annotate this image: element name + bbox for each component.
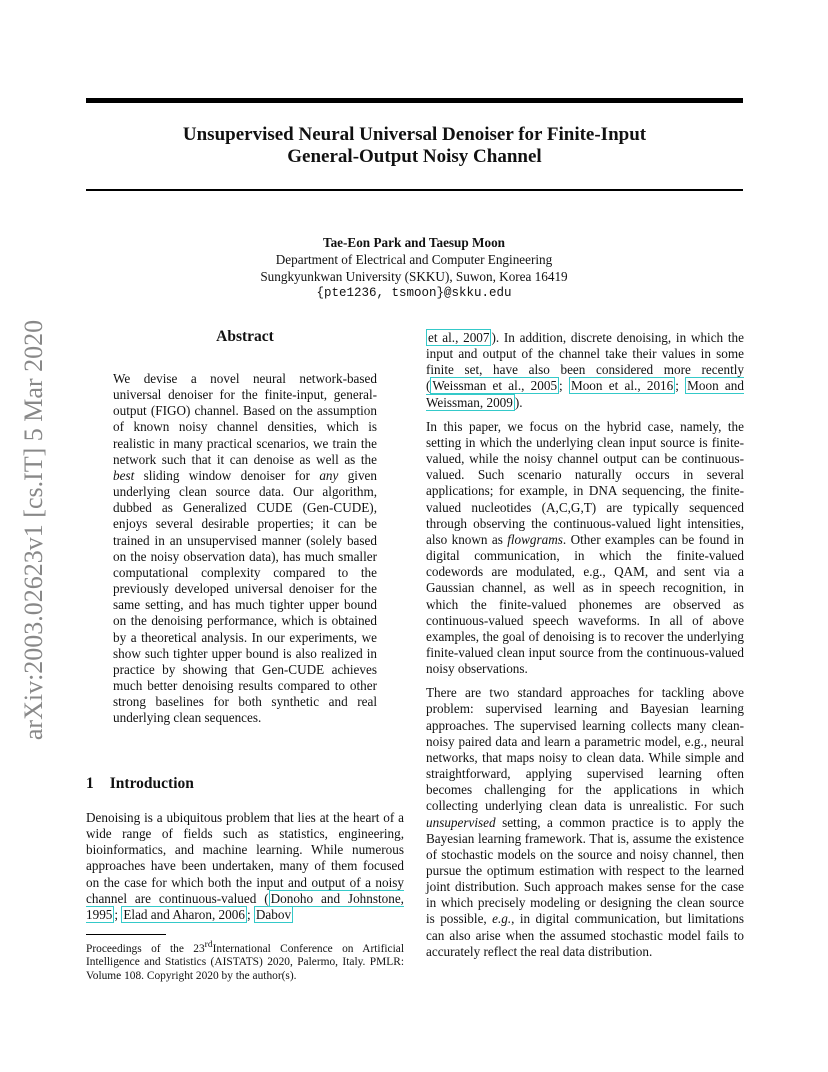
abstract-heading: Abstract: [216, 328, 274, 345]
abstract-paragraph: We devise a novel neural network-based universal denoiser for the finite-input, general-output (FIGO) channel. Based on the assumption of known noisy channel densities, which is realistic in many practical scenarios, we train the network such that it can denoise as well as the best sliding window denoiser for any given underlying clean source data. Our algorithm, dubbed as Generalized CUDE (Gen-CUDE), enjoys several desirable properties; it can be trained in an unsupervised manner (solely based on the noisy observation data), has much smaller computational complexity compared to the previously developed universal denoiser for the same setting, and has much tighter upper bound on the denoising performance, which is obtained by a theoretical analysis. In our experiments, we show such tighter upper bound is also realized in practice by showing that Gen-CUDE achieves much better denoising results compared to other strong baselines for both synthetic and real underlying clean sequences.: [113, 371, 377, 726]
paper-title: [86, 124, 743, 168]
author-department: Department of Electrical and Computer Engineering: [275, 252, 553, 267]
section-number: 1: [86, 775, 94, 792]
emphasis-unsupervised: unsupervised: [426, 814, 496, 830]
citation-link[interactable]: Dabov: [255, 906, 292, 922]
author-university: Sungkyunkwan University (SKKU), Suwon, Korea 16419: [260, 269, 568, 284]
abstract-body: [113, 371, 377, 726]
arxiv-identifier: arXiv:2003.02623v1 [cs.IT] 5 Mar 2020: [19, 319, 49, 741]
citation-link[interactable]: et al., 2007: [428, 330, 490, 345]
title-rule: [86, 189, 743, 191]
intro-paragraph-2: In this paper, we focus on the hybrid case, namely, the setting in which the underlying clean input source is finite-valued, while the noisy channel output can be continuous-valued. Such scenario naturally occurs in several applications; for example, in DNA sequencing, the finite-valued nucleotides (A,C,G,T) are typically sequenced through observing the continuous-valued light intensities, also known as flowgrams. Other examples can be found in digital communication, in which the finite-valued codewords are modulated, e.g., QAM, and sent via a Gaussian channel, as well as in speech recognition, in which the finite-valued phonemes are observed as continuous-valued speech waveforms. In all of above examples, the goal of denoising is to recover the underlying finite-valued clean input source from the continuous-valued noisy observations.: [426, 418, 744, 677]
intro-paragraph-1-start: Denoising is a ubiquitous problem that lies at the heart of a wide range of fields such as statistics, engineering, bioinformatics, and machine learning. While numerous approaches have been undertaken, many of them focused on the case for which both the input and output of a noisy channel are continuous-valued ( Donoho and Johnstone, 1995 ; Elad and Aharon, 2006 ; Dabov: [86, 810, 404, 922]
author-email: {pte1236, tsmoon}@skku.edu: [316, 286, 512, 300]
citation-link[interactable]: Moon and Weissman, 2009: [426, 378, 744, 410]
citation-link[interactable]: Weissman et al., 2005: [432, 378, 558, 394]
author-names: Tae-Eon Park and Taesup Moon: [323, 235, 505, 250]
introduction-left-column: [86, 810, 404, 923]
footnote: Proceedings of the 23rdInternational Conference on Artificial Intelligence and Statistics (AISTATS) 2020, Palermo, Italy. PMLR: Volume 108. Copyright 2020 by the author(s).: [86, 940, 404, 982]
citation-link[interactable]: Elad and Aharon, 2006: [123, 906, 245, 922]
intro-paragraph-1-end: et al., 2007 ). In addition, discrete denoising, in which the input and output of the channel take their values in some finite set, have also been considered more recently ( Weissman et al., 2005 ; Moon et al., 2016 ; Moon and Weissman, 2009 ).: [426, 330, 744, 410]
emphasis-flowgrams: flowgrams: [507, 531, 563, 547]
section-title: Introduction: [109, 775, 194, 792]
paper-title-line-2: General-Output Noisy Channel: [287, 146, 542, 167]
intro-paragraph-3: There are two standard approaches for tackling above problem: supervised learning and Bayesian learning approaches. The supervised learning collects many clean-noisy paired data and learn a parametric model, e.g., neural networks, that maps noisy to clean data. While simple and straightforward, applying supervised learning often becomes challenging for the applications in which collecting underlying clean data is unrealistic. For such unsupervised setting, a common practice is to apply the Bayesian learning framework. That is, assume the existence of stochastic models on the source and noisy channel, then pursue the optimum estimation with respect to the learned joint distribution. Such approach makes sense for the case in which precisely modeling or designing the clean source is possible, e.g., in digital communication, but limitations can also arise when the assumed stochastic model fails to accurately reflect the real data distribution.: [426, 685, 744, 959]
footnote-superscript: rd: [204, 940, 213, 950]
author-block: [200, 234, 628, 302]
emphasis-eg: e.g.: [492, 911, 512, 927]
emphasis-best: best: [113, 467, 135, 483]
emphasis-any: any: [319, 467, 339, 483]
introduction-right-column: [426, 330, 744, 960]
arxiv-sidebar: [4, 300, 64, 760]
section-heading-introduction: [86, 775, 194, 793]
footnote-rule: [86, 934, 166, 935]
citation-link[interactable]: Moon et al., 2016: [570, 378, 674, 394]
citation-link[interactable]: Donoho and Johnstone, 1995: [86, 890, 404, 922]
top-rule: [86, 98, 743, 103]
paper-title-line-1: Unsupervised Neural Universal Denoiser for Finite-Input: [182, 124, 647, 145]
